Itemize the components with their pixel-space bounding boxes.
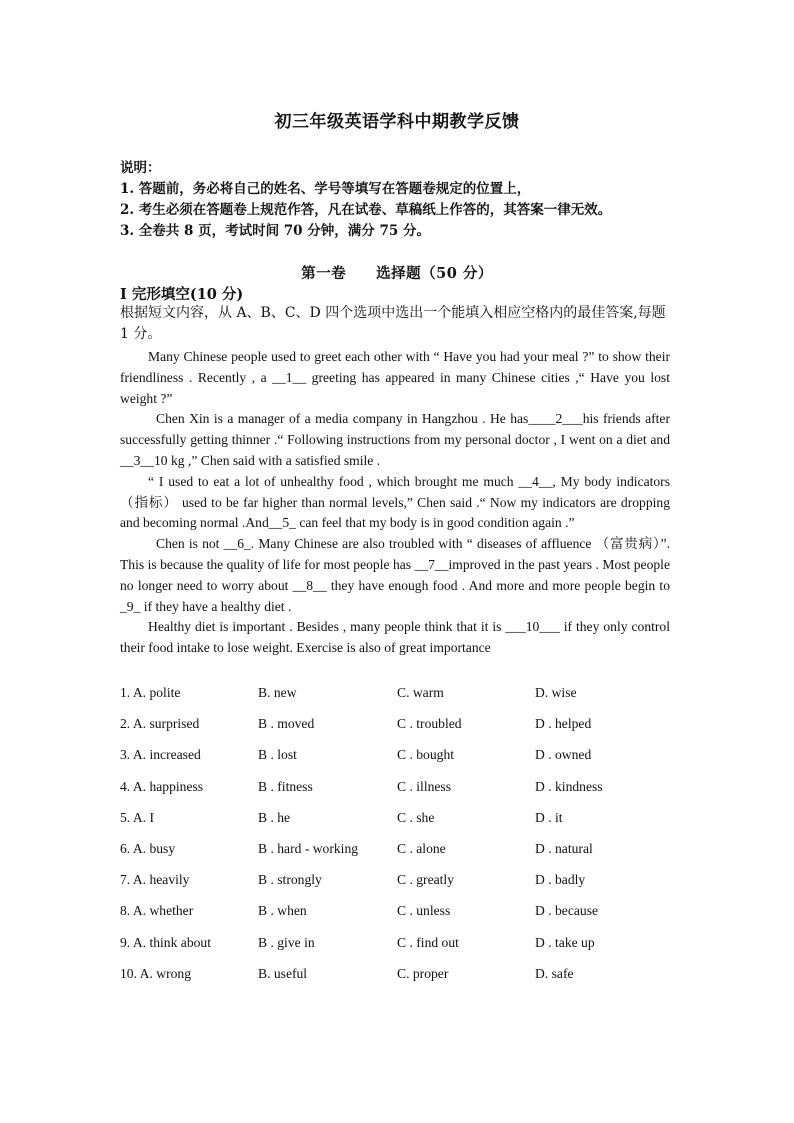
passage-paragraph: “ I used to eat a lot of unhealthy food , which brought me much __4__, My body indicators （指标） used to be far higher than normal levels,” Chen said .“ Now my indicators are dropping and becoming normal .And__5_ can feel that my body is in good condition again .” — [120, 473, 670, 531]
option-c: C. warm — [397, 685, 444, 700]
question-row — [120, 716, 680, 747]
note-item: 3. 全卷共 8 页，考试时间 70 分钟，满分 75 分。 — [120, 223, 430, 239]
option-b: B . lost — [258, 747, 297, 763]
passage-paragraph: Chen is not __6_. Many Chinese are also troubled with “ diseases of affluence （富贵病）”. This is because the quality of life for most people has __7__improved in the past years . Most people no longer need to worry about __8__ they have enough food . And more and more people begin to _9_ if they have a healthy diet . — [120, 536, 670, 614]
option-d: D . take up — [535, 934, 595, 950]
option-a: 10. A. wrong — [120, 965, 191, 981]
question-row — [120, 685, 680, 716]
passage-paragraph: Healthy diet is important . Besides , many people think that it is ___10___ if they only control their food intake to lose weight. Exercise is also of great importance — [120, 619, 670, 656]
section-instruction: 根据短文内容，从 A、B、C、D 四个选项中选出一个能填入相应空格内的最佳答案,每题 1 分。 — [120, 305, 666, 342]
answer-options — [120, 685, 680, 997]
option-b: B. new — [258, 685, 297, 700]
option-d: D . natural — [535, 840, 593, 856]
option-d: D . helped — [535, 716, 592, 732]
question-row — [120, 779, 680, 810]
option-b: B . moved — [258, 716, 315, 732]
option-c: C . she — [397, 809, 435, 825]
option-a: 3. A. increased — [120, 747, 201, 763]
option-d: D. wise — [535, 685, 577, 700]
option-a: 6. A. busy — [120, 840, 176, 856]
cloze-passage — [120, 347, 670, 659]
option-b: B . hard - working — [258, 840, 359, 856]
question-row — [120, 966, 680, 997]
option-c: C. proper — [397, 965, 449, 981]
passage-paragraph: Chen Xin is a manager of a media company in Hangzhou . He has____2___his friends after successfully getting thinner .“ Following instructions from my personal doctor , I went on a diet and __3__10 kg ,” Chen said with a satisfied smile . — [120, 411, 670, 468]
notes-section — [120, 158, 680, 242]
option-b: B . strongly — [258, 872, 322, 888]
option-c: C . greatly — [397, 872, 455, 888]
option-a: 1. A. polite — [120, 685, 181, 700]
option-d: D. safe — [535, 965, 574, 981]
option-a: 5. A. I — [120, 809, 154, 825]
option-b: B . fitness — [258, 778, 313, 794]
option-b: B. useful — [258, 965, 308, 981]
option-c: C . troubled — [397, 716, 462, 732]
notes-heading: 说明： — [120, 160, 161, 176]
option-c: C . find out — [397, 934, 459, 950]
question-row — [120, 747, 680, 778]
option-d: D . because — [535, 903, 599, 919]
question-row — [120, 935, 680, 966]
option-b: B . give in — [258, 934, 315, 950]
option-a: 7. A. heavily — [120, 872, 190, 888]
option-a: 8. A. whether — [120, 903, 194, 919]
option-c: C . unless — [397, 903, 451, 919]
document-title: 初三年级英语学科中期教学反馈 — [274, 112, 520, 132]
question-row — [120, 903, 680, 934]
option-d: D . owned — [535, 747, 592, 763]
option-b: B . when — [258, 903, 307, 919]
section-title: I 完形填空(10 分) — [120, 286, 244, 303]
option-d: D . kindness — [535, 778, 603, 794]
option-d: D . badly — [535, 872, 586, 888]
question-row — [120, 872, 680, 903]
option-d: D . it — [535, 809, 563, 825]
option-a: 4. A. happiness — [120, 778, 204, 794]
passage-paragraph: Many Chinese people used to greet each other with “ Have you had your meal ?” to show their friendliness . Recently , a __1__ greeting has appeared in many Chinese cities ,“ Have you lost weight ?” — [120, 349, 670, 406]
part-title: 第一卷 选择题（50 分） — [301, 265, 493, 282]
question-row — [120, 841, 680, 872]
note-item: 1. 答题前，务必将自己的姓名、学号等填写在答题卷规定的位置上， — [120, 181, 531, 197]
question-row — [120, 810, 680, 841]
option-c: C . bought — [397, 747, 455, 763]
option-a: 2. A. surprised — [120, 716, 200, 732]
note-item: 2. 考生必须在答题卷上规范作答，凡在试卷、草稿纸上作答的，其答案一律无效。 — [120, 202, 612, 218]
option-b: B . he — [258, 809, 291, 825]
option-c: C . illness — [397, 778, 452, 794]
option-c: C . alone — [397, 840, 446, 856]
option-a: 9. A. think about — [120, 934, 212, 950]
